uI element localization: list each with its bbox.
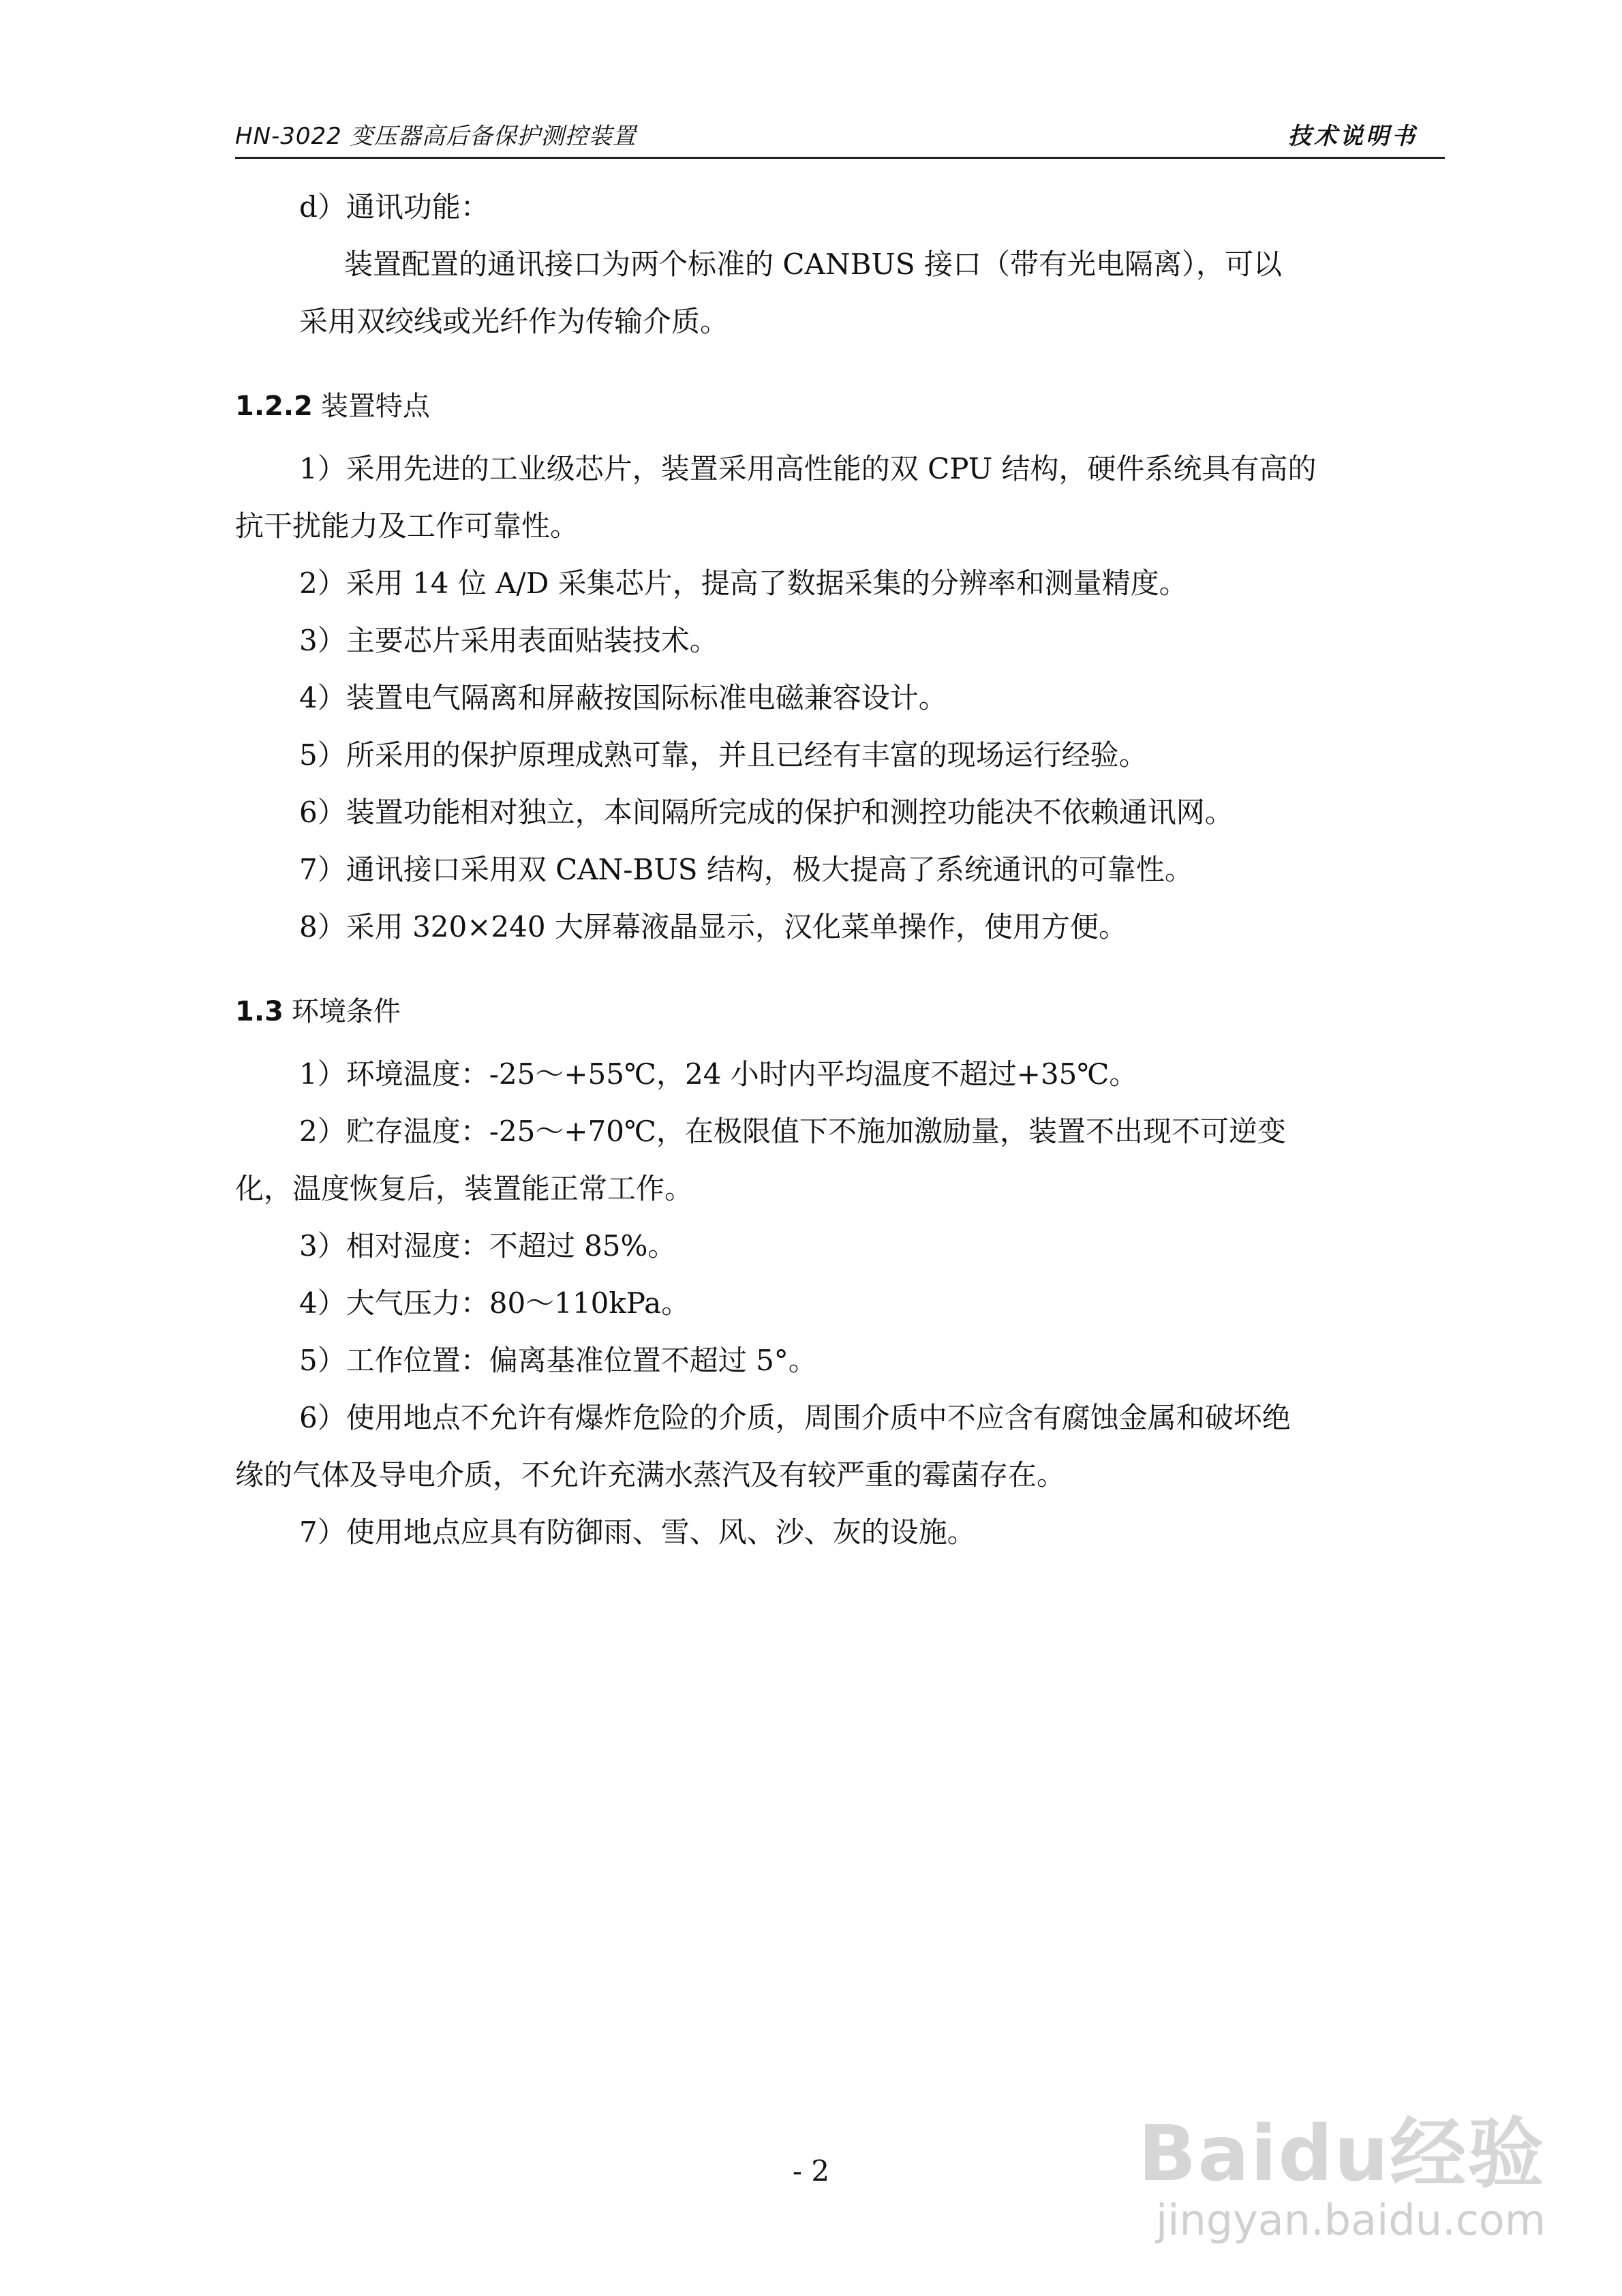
page-header: [235, 115, 1445, 159]
environment-item: 1）环境温度：-25～+55℃，24 小时内平均温度不超过+35℃。: [299, 1057, 1138, 1091]
feature-item: 2）采用 14 位 A/D 采集芯片，提高了数据采集的分辨率和测量精度。: [299, 567, 1188, 600]
comm-line-2: 采用双绞线或光纤作为传输介质。: [299, 305, 729, 338]
environment-item-continued: 化，温度恢复后，装置能正常工作。: [235, 1172, 694, 1205]
feature-item: 1）采用先进的工业级芯片，装置采用高性能的双 CPU 结构，硬件系统具有高的: [299, 452, 1317, 485]
page-body: [235, 179, 1445, 1561]
header-product-title: HN-3022 变压器高后备保护测控装置: [235, 123, 637, 150]
watermark-logo: Baidu经验: [1138, 2110, 1546, 2199]
section-number: 1.2.2: [235, 391, 313, 422]
section-heading-features: [235, 378, 1445, 435]
feature-item: 6）装置功能相对独立，本间隔所完成的保护和测控功能决不依赖通讯网。: [299, 796, 1234, 829]
section-title: 装置特点: [320, 391, 430, 422]
feature-item: 8）采用 320×240 大屏幕液晶显示，汉化菜单操作，使用方便。: [299, 910, 1127, 943]
comm-line-1: 装置配置的通讯接口为两个标准的 CANBUS 接口（带有光电隔离），可以: [344, 247, 1282, 281]
environment-item: 6）使用地点不允许有爆炸危险的介质，周围介质中不应含有腐蚀金属和破坏绝: [299, 1401, 1291, 1434]
environment-item: 7）使用地点应具有防御雨、雪、风、沙、灰的设施。: [299, 1515, 976, 1549]
baidu-jingyan-watermark: [1131, 2093, 1567, 2270]
comm-title: d）通讯功能：: [299, 190, 489, 224]
environment-item: 4）大气压力：80～110kPa。: [299, 1286, 690, 1320]
feature-item: 5）所采用的保护原理成熟可靠，并且已经有丰富的现场运行经验。: [299, 738, 1148, 772]
watermark-url: jingyan.baidu.com: [1156, 2195, 1546, 2245]
environment-item: 2）贮存温度：-25～+70℃，在极限值下不施加激励量，装置不出现不可逆变: [299, 1115, 1286, 1148]
page-number: - 2: [792, 2154, 830, 2188]
section-heading-environment: [235, 983, 1445, 1040]
environment-item: 3）相对湿度：不超过 85%。: [299, 1229, 677, 1263]
feature-item-continued: 抗干扰能力及工作可靠性。: [235, 509, 579, 543]
section-number: 1.3: [235, 996, 284, 1027]
environment-item: 5）工作位置：偏离基准位置不超过 5°。: [299, 1344, 817, 1377]
feature-item: 7）通讯接口采用双 CAN-BUS 结构，极大提高了系统通讯的可靠性。: [299, 853, 1193, 886]
section-title: 环境条件: [291, 996, 401, 1027]
header-doc-type: 技术说明书: [1288, 123, 1418, 150]
feature-item: 3）主要芯片采用表面贴装技术。: [299, 624, 718, 657]
environment-item-continued: 缘的气体及导电介质，不允许充满水蒸汽及有较严重的霉菌存在。: [235, 1458, 1066, 1492]
feature-item: 4）装置电气隔离和屏蔽按国际标准电磁兼容设计。: [299, 681, 947, 714]
